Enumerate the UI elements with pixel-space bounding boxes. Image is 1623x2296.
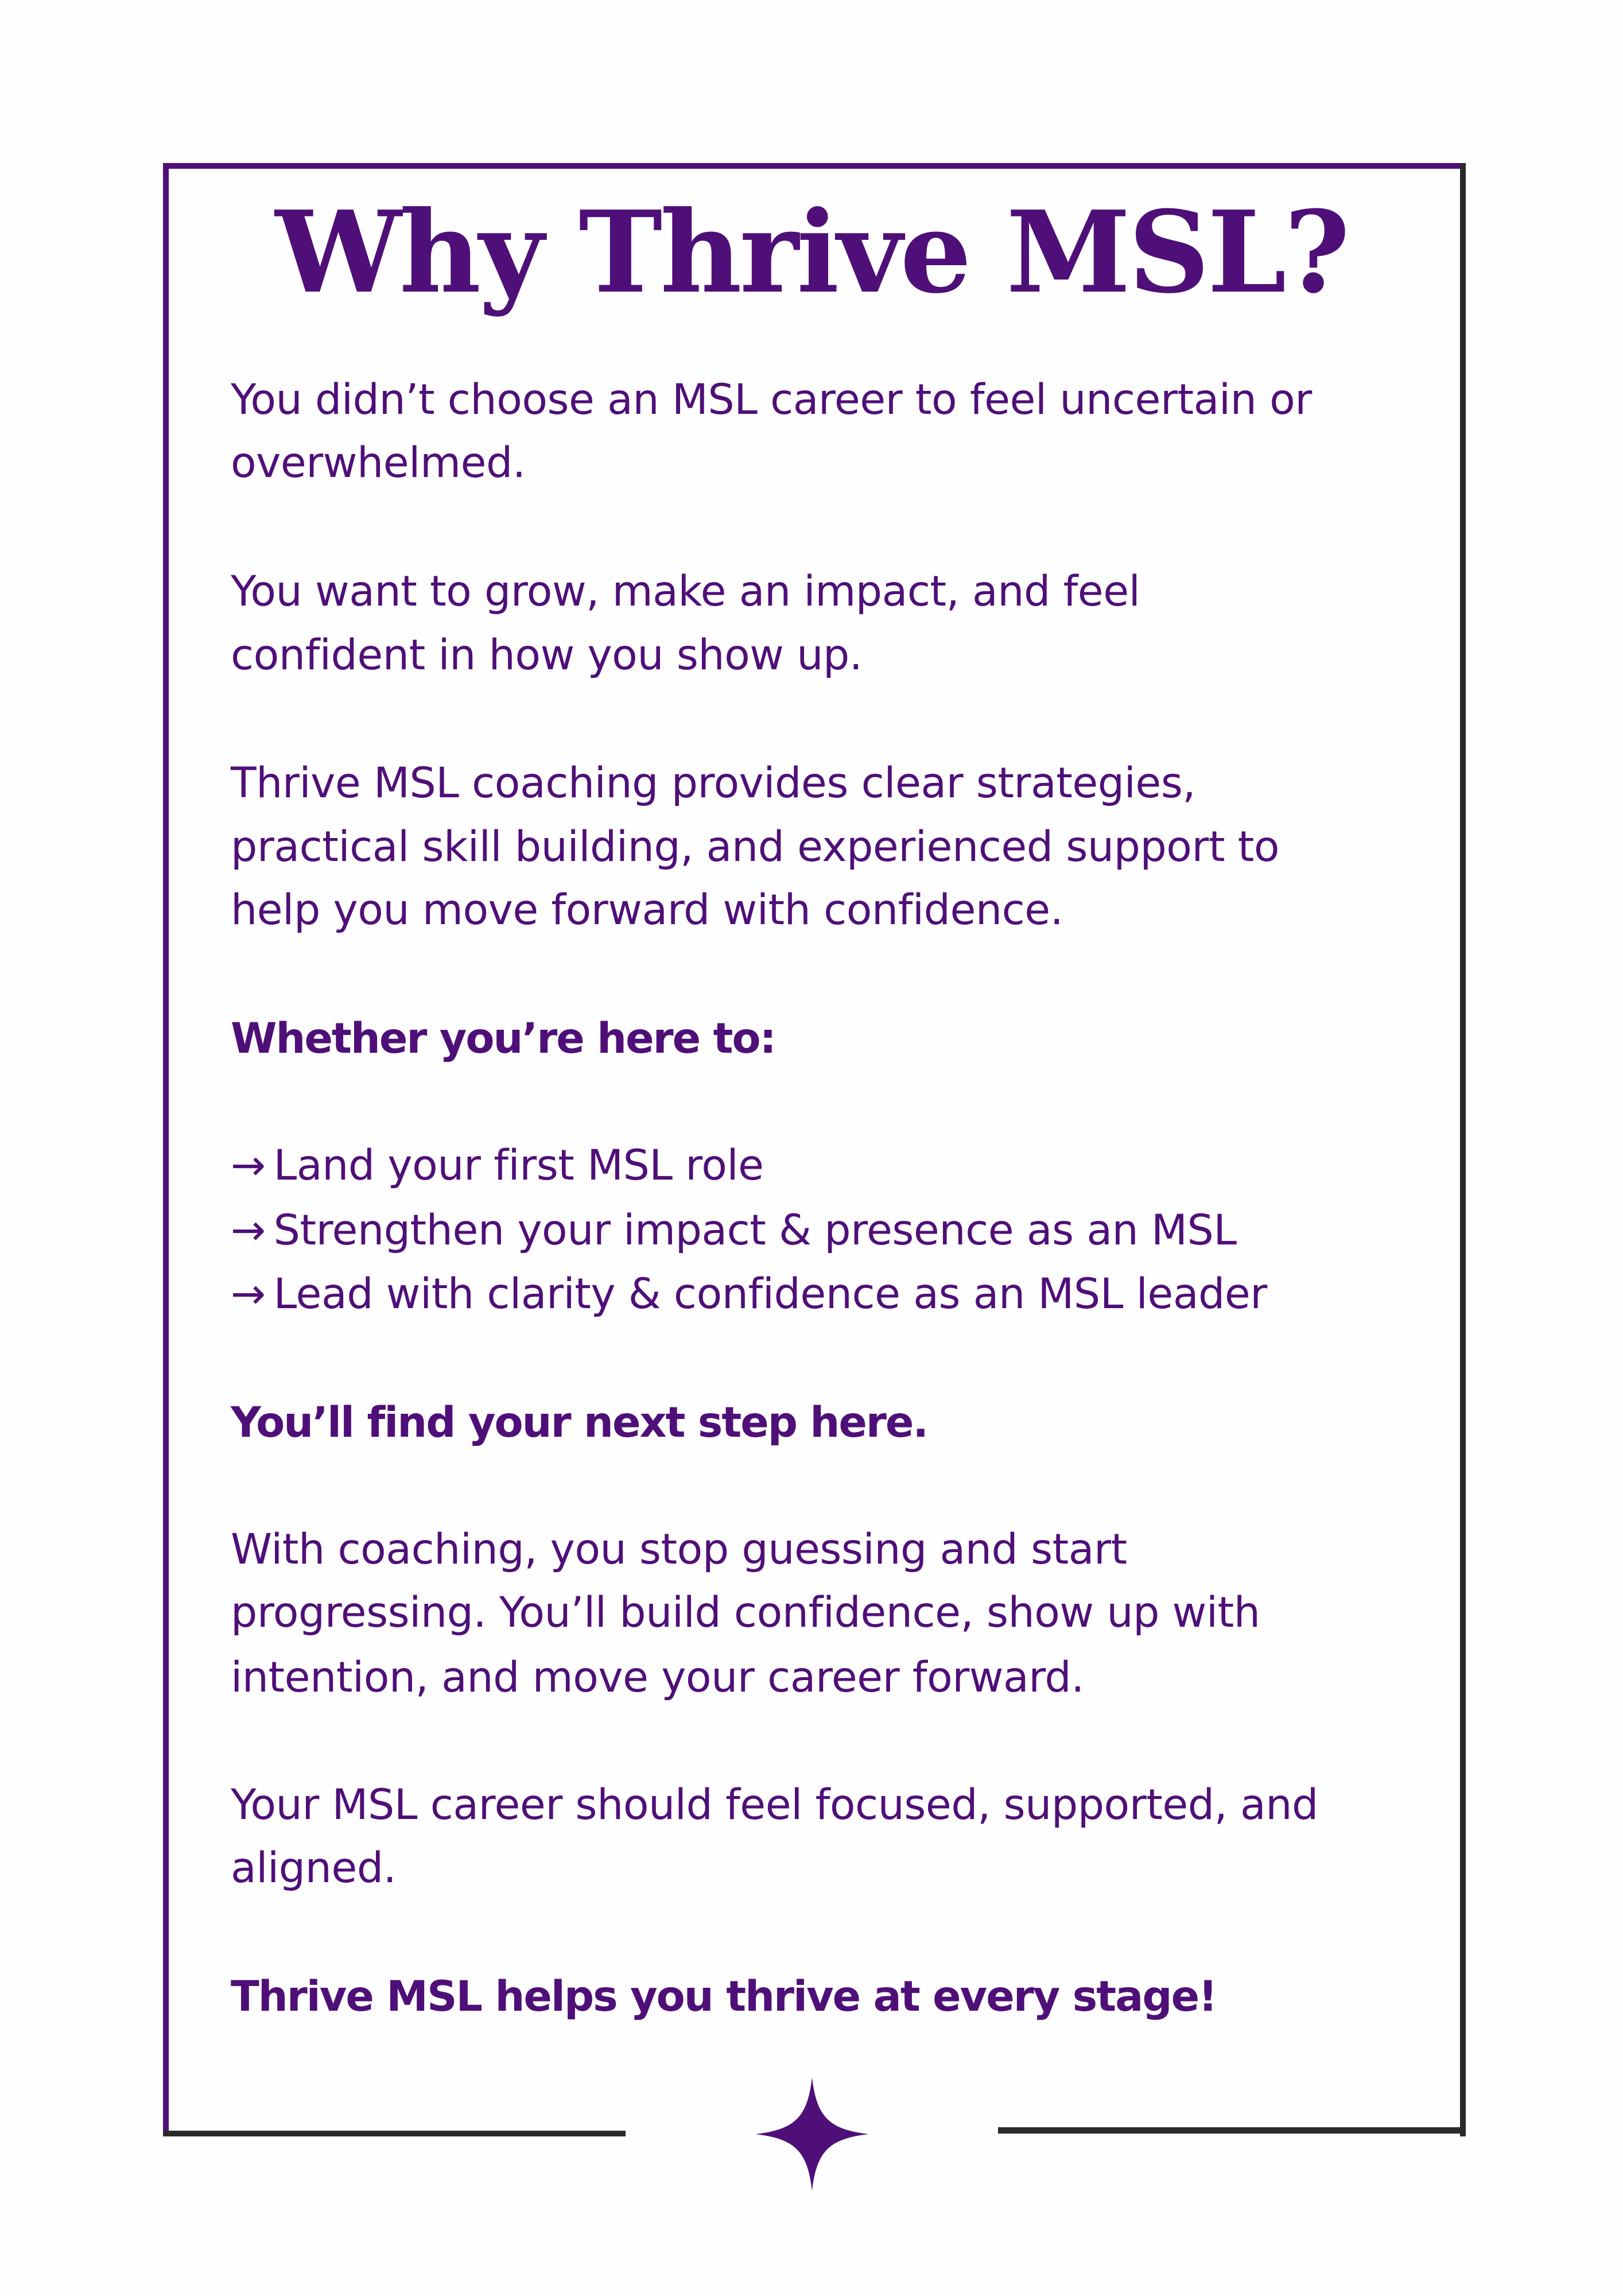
four-point-star-icon <box>755 2077 869 2191</box>
frame-border-left <box>163 163 169 2136</box>
paragraph-5-line-2: aligned. <box>231 1844 397 1892</box>
frame-border-right <box>1460 163 1466 2136</box>
paragraph-4-line-2: progressing. You’ll build confidence, show up with <box>231 1588 1260 1637</box>
list-item-text: Strengthen your impact & presence as an MSL <box>273 1206 1237 1255</box>
list-intro-heading: Whether you’re here to: <box>231 1014 775 1063</box>
paragraph-5-line-1: Your MSL career should feel focused, supported, and <box>231 1781 1318 1829</box>
paragraph-3-line-2: practical skill building, and experienced support to <box>231 823 1280 871</box>
frame-border-bottom-left <box>163 2131 626 2136</box>
list-item-text: Lead with clarity & confidence as an MSL leader <box>273 1270 1267 1318</box>
list-item-text: Land your first MSL role <box>273 1141 764 1190</box>
arrow-right-icon: → <box>231 1206 266 1255</box>
closing-statement: Thrive MSL helps you thrive at every stage! <box>231 1972 1217 2021</box>
page-title: Why Thrive MSL? <box>275 187 1348 319</box>
paragraph-4-line-3: intention, and move your career forward. <box>231 1653 1084 1702</box>
paragraph-3-line-1: Thrive MSL coaching provides clear strategies, <box>231 759 1196 808</box>
list-item <box>231 1269 1267 1320</box>
frame-border-top <box>163 163 1466 169</box>
next-step-heading: You’ll find your next step here. <box>231 1398 928 1447</box>
frame-border-bottom-right <box>998 2127 1466 2134</box>
list-item <box>231 1205 1237 1256</box>
paragraph-4-line-1: With coaching, you stop guessing and start <box>231 1525 1127 1574</box>
paragraph-3-line-3: help you move forward with confidence. <box>231 886 1063 934</box>
paragraph-1-line-2: overwhelmed. <box>231 439 526 487</box>
arrow-right-icon: → <box>231 1141 266 1190</box>
arrow-right-icon: → <box>231 1270 266 1318</box>
paragraph-1-line-1: You didn’t choose an MSL career to feel uncertain or <box>231 375 1312 424</box>
paragraph-2-line-1: You want to grow, make an impact, and feel <box>231 567 1140 616</box>
list-item <box>231 1140 764 1192</box>
paragraph-2-line-2: confident in how you show up. <box>231 631 863 680</box>
